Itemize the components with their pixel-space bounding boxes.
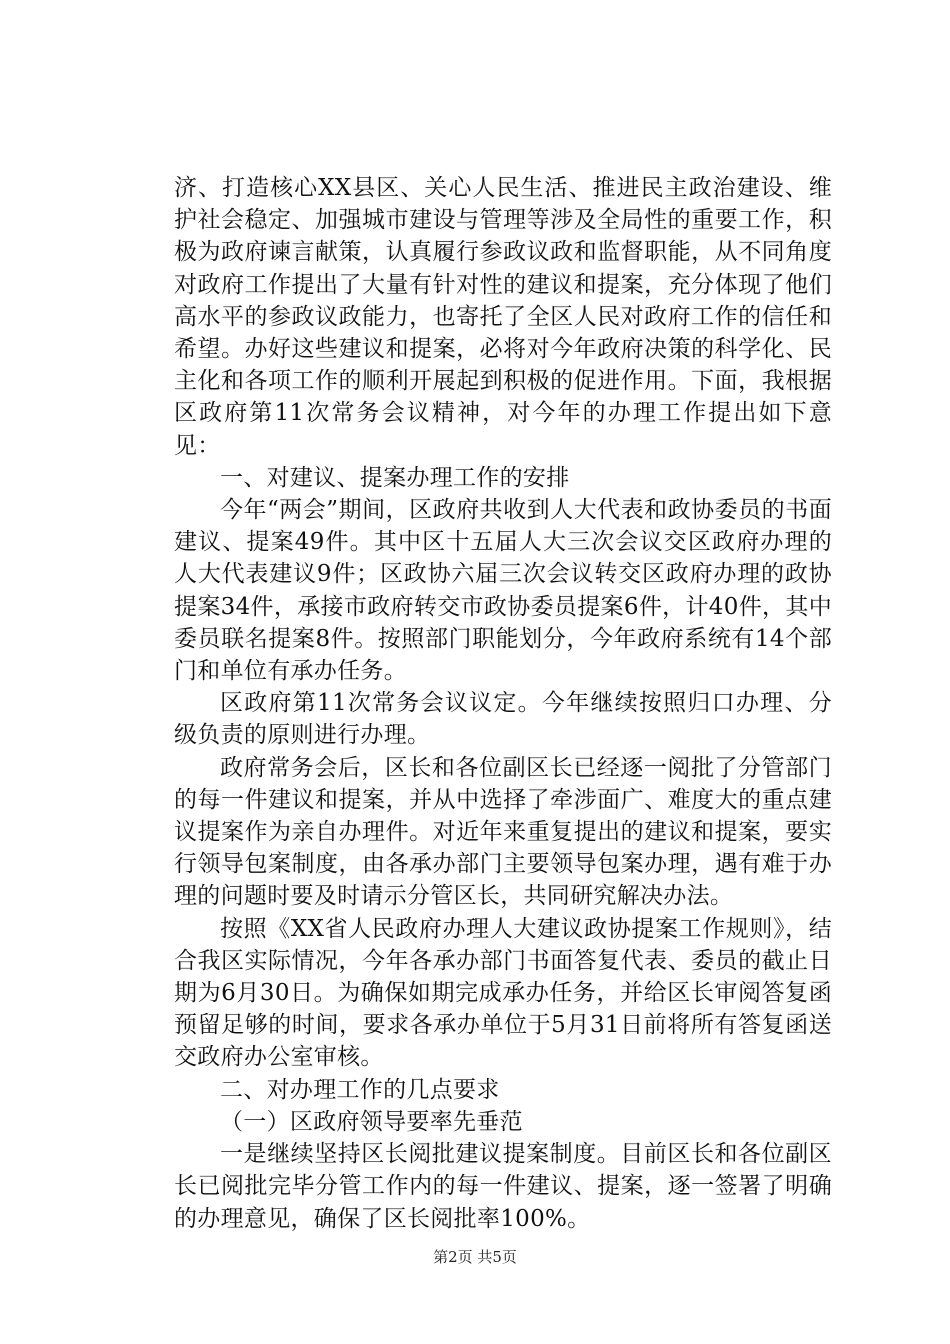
paragraph-continuation: 济、打造核心XX县区、关心人民生活、推进民主政治建设、维护社会稳定、加强城市建设与管理等涉及全局性的重要工作，积极为政府谏言献策，认真履行参政议政和监督职能，从不同角度对政府工作提出了大量有针对性的建议和提案，充分体现了他们高水平的参政议政能力，也寄托了全区人民对政府工作的信任和希望。办好这些建议和提案，必将对今年政府决策的科学化、民主化和各项工作的顺利开展起到积极的促进作用。下面，我根据区政府第11次常务会议精神，对今年的办理工作提出如下意见： [174,175,832,459]
page-footer [0,1247,950,1267]
paragraph-approval-system: 一是继续坚持区长阅批建议提案制度。目前区长和各位副区长已阅批完毕分管工作内的每一件建议、提案，逐一签署了明确的办理意见，确保了区长阅批率100%。 [174,1141,832,1232]
paragraph-deadline: 按照《XX省人民政府办理人大建议政协提案工作规则》，结合我区实际情况，今年各承办部门书面答复代表、委员的截止日期为6月30日。为确保如期完成承办任务，并给区长审阅答复函预留足够的时间，要求各承办单位于5月31日前将所有答复函送交政府办公室审核。 [174,915,832,1071]
document-body [174,172,832,1235]
paragraph-leadership-review: 政府常务会后，区长和各位副区长已经逐一阅批了分管部门的每一件建议和提案，并从中选择了牵涉面广、难度大的重点建议提案作为亲自办理件。对近年来重复提出的建议和提案，要实行领导包案制度，由各承办部门主要领导包案办理，遇有难于办理的问题时要及时请示分管区长，共同研究解决办法。 [174,754,832,910]
paragraph-two-sessions: 今年“两会”期间，区政府共收到人大代表和政协委员的书面建议、提案49件。其中区十五届人大三次会议交区政府办理的人大代表建议9件；区政协六届三次会议转交区政府办理的政协提案34件，承接市政府转交市政协委员提案6件，计40件，其中委员联名提案8件。按照部门职能划分，今年政府系统有14个部门和单位有承办任务。 [174,497,832,685]
section-heading-1: 一、对建议、提案办理工作的安排 [220,464,570,491]
page-number: 第2页 共5页 [433,1248,517,1266]
paragraph-meeting-decision: 区政府第11次常务会议议定。今年继续按照归口办理、分级负责的原则进行办理。 [174,690,832,749]
subsection-heading-1: （一）区政府领导要率先垂范 [220,1108,523,1135]
section-heading-2: 二、对办理工作的几点要求 [220,1076,500,1103]
